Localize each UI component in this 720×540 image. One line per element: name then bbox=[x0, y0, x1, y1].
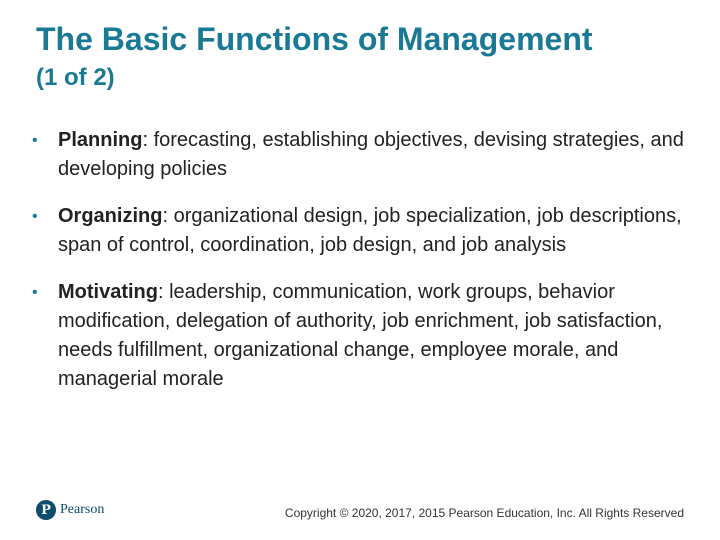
bullet-organizing bbox=[30, 202, 690, 260]
pearson-logo bbox=[36, 500, 104, 520]
bullet-term: Planning bbox=[58, 129, 143, 151]
slide-subtitle: (1 of 2) bbox=[36, 64, 115, 91]
pearson-logo-icon: P bbox=[36, 500, 56, 520]
bullet-text: : forecasting, establishing objectives, devising strategies, and developing policies bbox=[58, 129, 684, 180]
bullet-list bbox=[30, 126, 690, 412]
bullet-term: Motivating bbox=[58, 281, 158, 303]
slide-title: The Basic Functions of Management bbox=[36, 21, 593, 57]
bullet-text: : organizational design, job specialization, job descriptions, span of control, coordination, job design, and job analysis bbox=[58, 205, 682, 256]
bullet-dot-icon: • bbox=[32, 284, 38, 301]
bullet-dot-icon: • bbox=[32, 132, 38, 149]
bullet-dot-icon: • bbox=[32, 208, 38, 225]
copyright-notice: Copyright © 2020, 2017, 2015 Pearson Education, Inc. All Rights Reserved bbox=[284, 506, 684, 520]
bullet-motivating bbox=[30, 278, 690, 394]
bullet-text: : leadership, communication, work groups, behavior modification, delegation of authority, job enrichment, job satisfaction, needs fulfillment, organizational change, employee morale, and managerial morale bbox=[58, 281, 663, 390]
bullet-planning bbox=[30, 126, 690, 184]
bullet-term: Organizing bbox=[58, 205, 163, 227]
pearson-logo-text: Pearson bbox=[60, 502, 105, 517]
slide-footer bbox=[0, 496, 720, 540]
